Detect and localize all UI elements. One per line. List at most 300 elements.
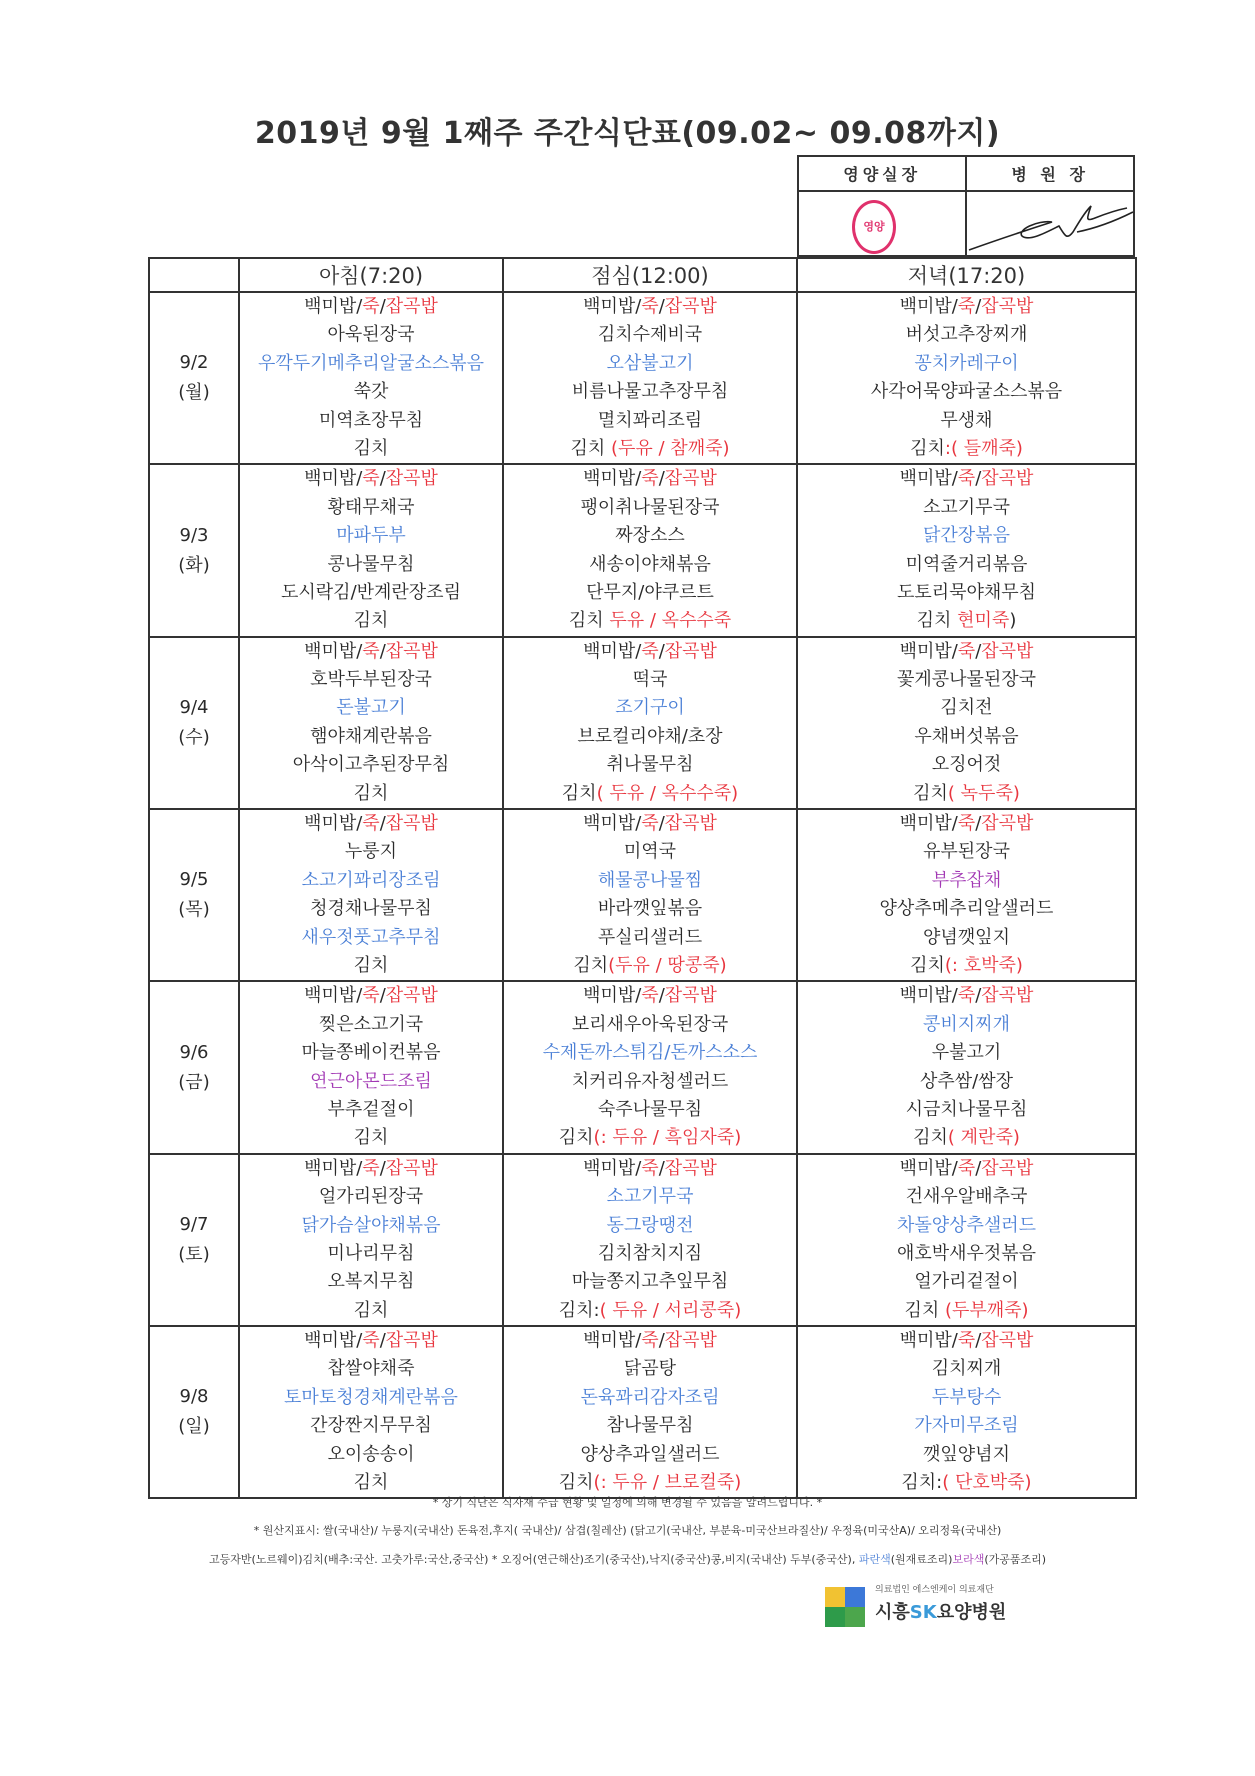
menu-item-text: 얼가리겉절이 — [914, 1271, 1019, 1293]
menu-item-text: 잡곡밥 — [385, 468, 438, 490]
menu-item-text: 김치: — [558, 1299, 600, 1321]
menu-item-text: / — [658, 1330, 665, 1352]
menu-item — [798, 838, 1135, 866]
menu-item-text: 푸실리샐러드 — [597, 926, 703, 948]
menu-item — [240, 751, 502, 779]
menu-item-text: 죽 — [641, 296, 659, 317]
menu-item-text: 청경채나물무침 — [310, 898, 432, 920]
menu-item — [240, 1068, 502, 1096]
menu-item-text: 찢은소고기국 — [318, 1013, 424, 1035]
menu-item-text: 죽 — [362, 468, 380, 490]
menu-item-text: 콩나물무침 — [327, 553, 415, 575]
menu-item-text: 차돌양상추샐러드 — [896, 1214, 1037, 1236]
menu-item — [504, 952, 796, 980]
breakfast-cell — [239, 809, 503, 981]
menu-item-text: 닭간장볶음 — [923, 525, 1010, 547]
menu-item-text: 백미밥/ — [583, 640, 642, 662]
menu-item-text: 미역국 — [623, 841, 677, 863]
menu-item — [240, 1039, 502, 1067]
menu-item — [798, 810, 1135, 838]
menu-item-text: 돈육꽈리감자조림 — [580, 1386, 720, 1408]
menu-item-text: 잡곡밥 — [664, 640, 717, 662]
hospital-name-sk: SK — [909, 1602, 937, 1623]
menu-item-text: 김치 — [904, 1299, 945, 1321]
menu-item-text: 브로컬리야채/초장 — [577, 725, 723, 747]
lunch-cell — [503, 637, 797, 809]
menu-item — [798, 1240, 1135, 1268]
menu-item — [504, 895, 796, 923]
menu-item-text: 백미밥/ — [899, 640, 958, 662]
menu-item-text: 백미밥/ — [899, 813, 958, 835]
menu-item-text: 돈불고기 — [336, 697, 406, 719]
menu-item — [798, 982, 1135, 1010]
menu-item-text: 김치 — [913, 782, 948, 804]
legend-purple-label: 보라색 — [952, 1553, 985, 1566]
menu-item-text: / — [379, 468, 386, 490]
menu-item-text: 바라깻잎볶음 — [597, 898, 703, 920]
menu-item — [798, 1068, 1135, 1096]
day-date: 9/3 — [179, 524, 209, 546]
menu-item — [240, 867, 502, 895]
menu-item — [240, 694, 502, 722]
menu-item — [240, 435, 502, 463]
menu-item — [240, 407, 502, 435]
menu-item — [504, 465, 796, 493]
menu-item-text: (: 두유 / 흑임자죽) — [593, 1127, 742, 1149]
menu-item-text: 잡곡밥 — [664, 1330, 717, 1352]
menu-item — [798, 1412, 1135, 1440]
menu-item-text: 아욱된장국 — [327, 324, 415, 346]
day-row — [149, 292, 1136, 464]
menu-item-text: 김치 — [568, 610, 610, 632]
menu-item — [504, 723, 796, 751]
menu-item-text: 토마토청경채계란볶음 — [284, 1386, 458, 1408]
menu-item-text: 김치전 — [940, 697, 993, 719]
menu-item — [240, 723, 502, 751]
menu-item — [504, 1212, 796, 1240]
menu-item — [240, 579, 502, 607]
menu-item-text: / — [975, 813, 982, 835]
menu-item-text: 죽 — [957, 813, 976, 835]
menu-item — [504, 810, 796, 838]
menu-item-text: 마늘쫑베이컨볶음 — [301, 1042, 441, 1064]
menu-item-text: 미역줄거리볶음 — [905, 553, 1028, 575]
menu-item — [504, 1441, 796, 1469]
menu-item-text: 우깍두기메추리알굴소스볶음 — [257, 352, 485, 374]
menu-item — [504, 321, 796, 349]
menu-item-text: / — [379, 296, 386, 317]
day-weekday: (금) — [178, 1071, 210, 1093]
nutrition-chief-stamp-cell — [798, 191, 966, 256]
menu-item — [798, 551, 1135, 579]
menu-item — [504, 1327, 796, 1355]
menu-item — [504, 1011, 796, 1039]
menu-item-text: 김치찌개 — [931, 1358, 1002, 1380]
menu-item-text: 닭가슴살야채볶음 — [301, 1214, 441, 1236]
menu-item — [504, 1297, 796, 1325]
menu-item-text: 김치 — [353, 1127, 389, 1149]
menu-item — [240, 551, 502, 579]
menu-item-text: 백미밥/ — [583, 813, 642, 835]
menu-item-text: 소고기무국 — [923, 496, 1010, 518]
day-date: 9/4 — [179, 696, 209, 718]
menu-item — [240, 1297, 502, 1325]
menu-item-text: 죽 — [641, 1157, 659, 1179]
menu-item-text: 김치 — [353, 1299, 389, 1321]
menu-item-text: 가자미무조림 — [914, 1415, 1019, 1437]
menu-item-text: / — [975, 468, 982, 490]
menu-item-text: ( 녹두죽) — [947, 782, 1020, 804]
approval-box — [797, 155, 1135, 257]
menu-item-text: 잡곡밥 — [981, 640, 1034, 662]
menu-item — [240, 1327, 502, 1355]
menu-item-text: 김치참치지짐 — [597, 1242, 703, 1264]
menu-item — [240, 1384, 502, 1412]
menu-item-text: 수제돈까스튀김/돈까스소스 — [542, 1042, 758, 1064]
menu-item-text: 양념깻잎지 — [923, 926, 1010, 948]
menu-item-text: 김치 — [353, 437, 389, 459]
dinner-cell — [797, 809, 1136, 981]
menu-item-text: 조기구이 — [615, 697, 685, 719]
menu-item-text: 죽 — [957, 1330, 976, 1352]
menu-item — [240, 1268, 502, 1296]
menu-item — [504, 1155, 796, 1183]
menu-item — [504, 293, 796, 321]
menu-item-text: 잡곡밥 — [664, 1157, 717, 1179]
day-weekday: (수) — [178, 726, 210, 748]
menu-item — [240, 1011, 502, 1039]
menu-item-text: 새우젓풋고추무침 — [301, 926, 441, 948]
menu-item-text: / — [975, 985, 982, 1007]
menu-item — [798, 293, 1135, 321]
menu-item — [504, 838, 796, 866]
menu-item — [798, 1327, 1135, 1355]
menu-item — [240, 810, 502, 838]
menu-item — [798, 694, 1135, 722]
menu-item-text: 닭곰탕 — [623, 1358, 677, 1380]
menu-item-text: 부추겉절이 — [327, 1098, 415, 1120]
menu-header-row — [149, 258, 1136, 292]
change-notice: * 상기 식단은 식자재 수급 현황 및 일정에 의해 변경될 수 있음을 알려드립니다. * — [432, 1496, 823, 1509]
lunch-cell — [503, 1326, 797, 1498]
menu-item-text: 김치수제비국 — [597, 324, 703, 346]
menu-item-text: 죽 — [362, 640, 380, 662]
menu-item — [240, 1212, 502, 1240]
menu-item-text: 우불고기 — [931, 1042, 1002, 1064]
menu-item — [504, 1124, 796, 1152]
menu-item-text: ) — [1009, 610, 1017, 632]
menu-item — [240, 1441, 502, 1469]
menu-item-text: 오징어젓 — [931, 754, 1002, 776]
menu-item-text: 김치 — [913, 1127, 948, 1149]
menu-item — [240, 638, 502, 666]
day-date: 9/7 — [179, 1213, 209, 1235]
director-label: 병 원 장 — [966, 156, 1134, 191]
dinner-cell — [797, 1326, 1136, 1498]
menu-item — [240, 378, 502, 406]
menu-item-text: (두부깨죽) — [944, 1299, 1029, 1321]
menu-item-text: / — [658, 985, 665, 1007]
menu-item-text: 미나리무침 — [327, 1242, 415, 1264]
menu-item-text: 백미밥/ — [304, 296, 363, 317]
day-row — [149, 637, 1136, 809]
menu-item-text: 미역초장무침 — [318, 409, 424, 431]
menu-item-text: 도시락김/반계란장조림 — [281, 581, 461, 603]
breakfast-cell — [239, 1154, 503, 1326]
menu-item-text: 멸치꽈리조림 — [597, 409, 703, 431]
menu-item-text: 잡곡밥 — [385, 985, 438, 1007]
menu-item — [240, 895, 502, 923]
menu-item-text: 백미밥/ — [583, 468, 642, 490]
menu-item — [504, 1384, 796, 1412]
menu-item-text: 부추잡채 — [931, 869, 1002, 891]
menu-item — [504, 1039, 796, 1067]
menu-item — [504, 607, 796, 635]
day-date: 9/6 — [179, 1041, 209, 1063]
menu-item-text: 죽 — [362, 985, 380, 1007]
header-dinner: 저녁(17:20) — [797, 258, 1136, 292]
menu-item-text: / — [379, 640, 386, 662]
menu-item — [798, 607, 1135, 635]
menu-item-text: 우채버섯볶음 — [914, 725, 1019, 747]
menu-item-text: 건새우알배추국 — [905, 1186, 1028, 1208]
day-date: 9/5 — [179, 869, 209, 891]
hospital-logo-icon — [825, 1587, 865, 1627]
menu-item — [798, 1124, 1135, 1152]
menu-item — [504, 1068, 796, 1096]
menu-item-text: 죽 — [362, 1157, 380, 1179]
menu-item-text: 죽 — [957, 468, 976, 490]
menu-item-text: 꽃게콩나물된장국 — [896, 669, 1037, 691]
menu-item — [798, 1297, 1135, 1325]
menu-item — [798, 494, 1135, 522]
menu-item — [798, 1441, 1135, 1469]
menu-item — [504, 1412, 796, 1440]
origin-label-line-1: * 원산지표시: 쌀(국내산)/ 누룽지(국내산) 돈육전,후지( 국내산)/ 삼겹(칠레산) (닭고기(국내산, 부분육-미국산브라질산)/ 우정육(미국산A)/ 오리정육(국내산) — [253, 1524, 1002, 1537]
director-signature-cell — [966, 191, 1134, 256]
menu-item — [504, 1183, 796, 1211]
menu-item — [504, 751, 796, 779]
menu-item-text: 죽 — [957, 296, 976, 317]
menu-item-text: 시금치나물무침 — [905, 1098, 1028, 1120]
menu-item-text: 햄야채계란볶음 — [310, 725, 432, 747]
menu-item-text: / — [658, 640, 665, 662]
menu-item-text: / — [658, 813, 665, 835]
menu-item-text: 김치 — [910, 954, 945, 976]
menu-item — [798, 895, 1135, 923]
menu-item-text: 잡곡밥 — [664, 296, 717, 317]
menu-item-text: 백미밥/ — [583, 985, 642, 1007]
menu-item — [798, 1096, 1135, 1124]
menu-item — [798, 522, 1135, 550]
day-cell — [149, 809, 239, 981]
menu-item-text: 보리새우아욱된장국 — [571, 1013, 729, 1035]
weekly-menu-table — [148, 257, 1137, 1499]
menu-item-text: 도토리묵야채무침 — [896, 581, 1037, 603]
menu-item-text: 죽 — [957, 640, 976, 662]
menu-item-text: 찹쌀야채죽 — [327, 1358, 415, 1380]
day-weekday: (목) — [178, 899, 210, 921]
menu-item-text: 새송이야채볶음 — [589, 553, 711, 575]
menu-item — [798, 1183, 1135, 1211]
menu-item — [240, 607, 502, 635]
day-cell — [149, 1154, 239, 1326]
menu-item — [240, 465, 502, 493]
header-corner — [149, 258, 239, 292]
menu-item-text: (: 호박죽) — [944, 954, 1023, 976]
menu-item — [240, 522, 502, 550]
menu-item — [504, 494, 796, 522]
menu-item — [798, 579, 1135, 607]
menu-item-text: 백미밥/ — [583, 296, 642, 317]
menu-item-text: 죽 — [641, 813, 659, 835]
menu-item-text: 김치 — [573, 954, 609, 976]
day-date: 9/8 — [179, 1386, 209, 1408]
menu-item-text: 쑥갓 — [353, 381, 389, 403]
menu-item-text: 애호박새우젓볶음 — [896, 1242, 1037, 1264]
menu-item-text: 간장짠지무무침 — [310, 1415, 432, 1437]
menu-item — [240, 780, 502, 808]
menu-item-text: 깻잎양념지 — [923, 1443, 1010, 1465]
menu-item — [504, 780, 796, 808]
breakfast-cell — [239, 637, 503, 809]
menu-item-text: / — [658, 468, 665, 490]
menu-item-text: 콩비지찌개 — [923, 1013, 1010, 1035]
menu-item-text: 죽 — [957, 1157, 976, 1179]
lunch-cell — [503, 809, 797, 981]
day-row — [149, 464, 1136, 636]
menu-item — [504, 924, 796, 952]
menu-item — [240, 952, 502, 980]
menu-item — [798, 1212, 1135, 1240]
menu-item — [798, 638, 1135, 666]
menu-item-text: (두유 / 참깨죽) — [611, 437, 730, 459]
menu-item — [240, 321, 502, 349]
menu-item — [504, 522, 796, 550]
menu-item-text: 양상추메추리알샐러드 — [879, 898, 1054, 920]
menu-item — [504, 867, 796, 895]
day-weekday: (일) — [178, 1416, 210, 1438]
menu-item-text: 유부된장국 — [923, 841, 1010, 863]
menu-item-text: 잡곡밥 — [385, 640, 438, 662]
menu-item — [504, 982, 796, 1010]
menu-item — [240, 1355, 502, 1383]
menu-item-text: 잡곡밥 — [664, 468, 717, 490]
menu-item-text: 사각어묵양파굴소스볶음 — [870, 381, 1063, 403]
menu-item-text: 꽁치카레구이 — [914, 352, 1019, 374]
menu-item — [798, 1011, 1135, 1039]
menu-item-text: 연근아몬드조림 — [310, 1070, 432, 1092]
menu-item-text: 백미밥/ — [899, 1330, 958, 1352]
day-cell — [149, 981, 239, 1153]
menu-item — [504, 1096, 796, 1124]
menu-item — [504, 579, 796, 607]
menu-item-text: 죽 — [362, 296, 380, 317]
menu-item-text: 죽 — [641, 1330, 659, 1352]
menu-item-text: 얼가리된장국 — [318, 1186, 424, 1208]
menu-item — [240, 1124, 502, 1152]
menu-item-text: 잡곡밥 — [385, 296, 438, 317]
menu-item — [798, 378, 1135, 406]
lunch-cell — [503, 981, 797, 1153]
menu-item — [798, 407, 1135, 435]
menu-item-text: 잡곡밥 — [385, 1330, 438, 1352]
menu-item-text: 단무지/야쿠르트 — [586, 581, 714, 603]
menu-item — [240, 924, 502, 952]
seal-stamp: 영양 — [852, 200, 896, 254]
menu-item-text: 죽 — [641, 640, 659, 662]
menu-item — [798, 723, 1135, 751]
day-row — [149, 1154, 1136, 1326]
menu-item-text: 떡국 — [632, 669, 668, 691]
menu-item — [798, 1268, 1135, 1296]
menu-item — [240, 494, 502, 522]
breakfast-cell — [239, 981, 503, 1153]
menu-item-text: 오이송송이 — [327, 1443, 415, 1465]
menu-item — [798, 1039, 1135, 1067]
menu-item-text: 백미밥/ — [304, 985, 363, 1007]
menu-item-text: / — [975, 296, 982, 317]
menu-item-text: 잡곡밥 — [981, 813, 1034, 835]
menu-item-text: / — [379, 1157, 386, 1179]
menu-item — [798, 1155, 1135, 1183]
menu-item — [798, 952, 1135, 980]
menu-item-text: 소고기무국 — [606, 1186, 694, 1208]
day-weekday: (화) — [178, 554, 210, 576]
menu-item-text: 백미밥/ — [899, 1157, 958, 1179]
menu-item-text: 백미밥/ — [899, 985, 958, 1007]
menu-item-text: 두유 / 옥수수죽 — [609, 610, 732, 632]
menu-item — [798, 465, 1135, 493]
day-weekday: (토) — [178, 1243, 210, 1265]
day-cell — [149, 464, 239, 636]
dinner-cell — [797, 1154, 1136, 1326]
hospital-name-suffix: 요양병원 — [936, 1602, 1007, 1623]
menu-item — [240, 1183, 502, 1211]
dinner-cell — [797, 981, 1136, 1153]
menu-item-text: 숙주나물무침 — [597, 1098, 703, 1120]
menu-item-text: 참나물무침 — [606, 1415, 694, 1437]
menu-item-text: 죽 — [362, 1330, 380, 1352]
menu-item-text: 팽이취나물된장국 — [580, 496, 720, 518]
origin-label-line-2 — [0, 1551, 1255, 1567]
menu-item-text: 잡곡밥 — [385, 813, 438, 835]
menu-item — [240, 1412, 502, 1440]
day-row — [149, 1326, 1136, 1498]
menu-item — [798, 435, 1135, 463]
day-row — [149, 981, 1136, 1153]
menu-item — [798, 321, 1135, 349]
menu-item-text: 잡곡밥 — [664, 985, 717, 1007]
menu-item-text: 김치: — [901, 1472, 943, 1494]
menu-item — [240, 838, 502, 866]
menu-item-text: / — [379, 813, 386, 835]
menu-item-text: 잡곡밥 — [981, 1330, 1034, 1352]
menu-item — [240, 982, 502, 1010]
menu-item — [240, 293, 502, 321]
menu-item-text: 마늘쫑지고추잎무침 — [571, 1271, 729, 1293]
menu-item-text: 죽 — [957, 985, 976, 1007]
hospital-logo — [825, 1582, 1005, 1632]
menu-item-text: 누룽지 — [344, 841, 398, 863]
menu-item-text: 황태무채국 — [327, 496, 415, 518]
menu-item-text: ( 두유 / 서리콩죽) — [599, 1299, 742, 1321]
menu-item-text: 백미밥/ — [304, 813, 363, 835]
day-cell — [149, 1326, 239, 1498]
menu-item — [504, 1355, 796, 1383]
menu-item-text: 치커리유자청셀러드 — [571, 1070, 729, 1092]
hospital-name — [875, 1598, 1006, 1624]
